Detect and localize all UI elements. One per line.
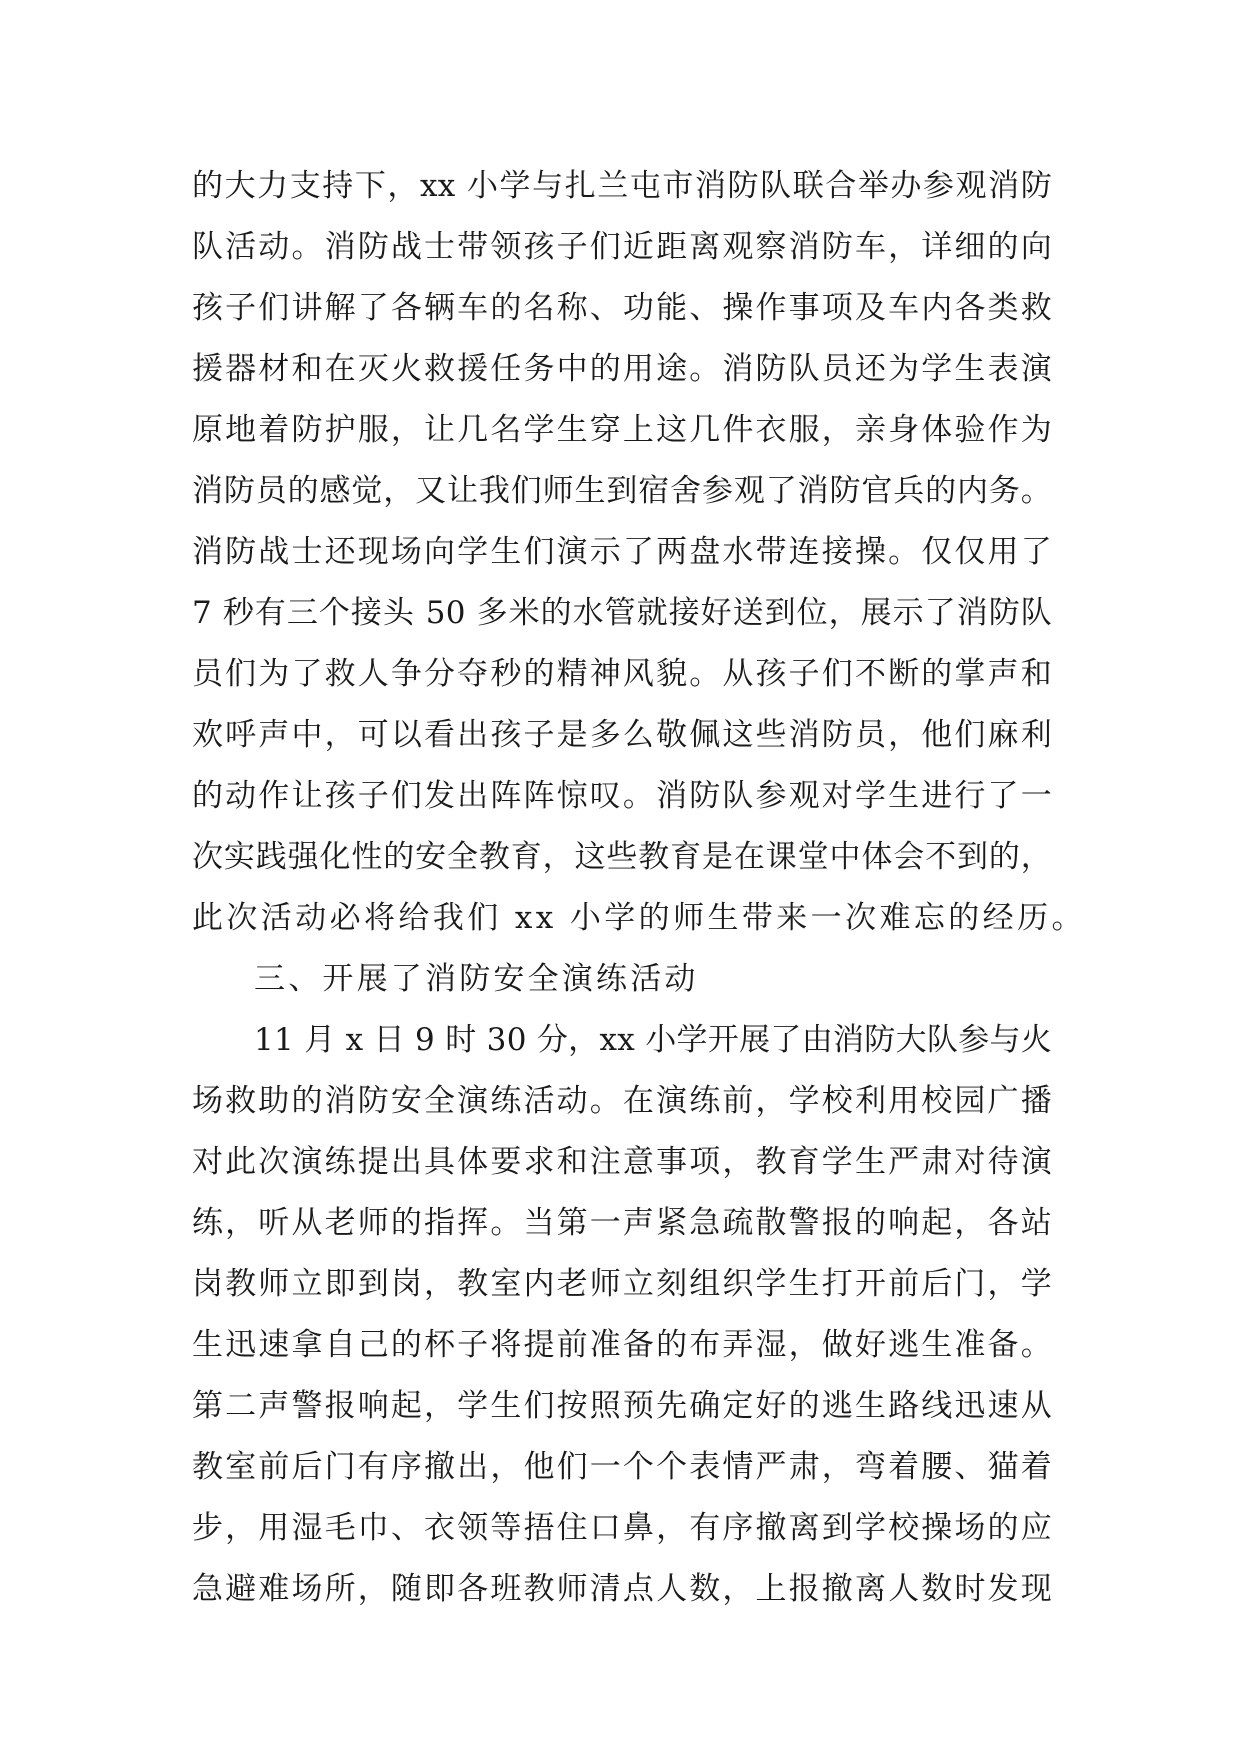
text-line: 次实践强化性的安全教育，这些教育是在课堂中体会不到的， <box>192 839 1052 875</box>
text-line: 欢呼声中，可以看出孩子是多么敬佩这些消防员，他们麻利 <box>192 717 1052 753</box>
text-line: 消防战士还现场向学生们演示了两盘水带连接操。仅仅用了 <box>192 534 1052 570</box>
text-line: 对此次演练提出具体要求和注意事项，教育学生严肃对待演 <box>192 1144 1052 1180</box>
paragraph-first-line: 11 月 x 日 9 时 30 分，xx 小学开展了由消防大队参与火 <box>254 1022 1053 1058</box>
section-heading: 三、开展了消防安全演练活动 <box>254 961 699 997</box>
text-line: 孩子们讲解了各辆车的名称、功能、操作事项及车内各类救 <box>192 290 1052 326</box>
text-line: 原地着防护服，让几名学生穿上这几件衣服，亲身体验作为 <box>192 412 1052 448</box>
text-line: 第二声警报响起，学生们按照预先确定好的逃生路线迅速从 <box>192 1388 1052 1424</box>
text-line: 生迅速拿自己的杯子将提前准备的布弄湿，做好逃生准备。 <box>192 1327 1052 1363</box>
text-line: 场救助的消防安全演练活动。在演练前，学校利用校园广播 <box>192 1083 1052 1119</box>
text-line: 步，用湿毛巾、衣领等捂住口鼻，有序撤离到学校操场的应 <box>192 1510 1052 1546</box>
text-line: 的动作让孩子们发出阵阵惊叹。消防队参观对学生进行了一 <box>192 778 1052 814</box>
body-text <box>192 156 1086 1620</box>
text-line: 队活动。消防战士带领孩子们近距离观察消防车，详细的向 <box>192 229 1052 265</box>
paragraph-end-line: 此次活动必将给我们 xx 小学的师生带来一次难忘的经历。 <box>192 900 1086 936</box>
text-line: 7 秒有三个接头 50 多米的水管就接好送到位，展示了消防队 <box>192 595 1052 631</box>
text-line: 教室前后门有序撤出，他们一个个表情严肃，弯着腰、猫着 <box>192 1449 1052 1485</box>
text-line: 练，听从老师的指挥。当第一声紧急疏散警报的响起，各站 <box>192 1205 1052 1241</box>
text-line: 的大力支持下，xx 小学与扎兰屯市消防队联合举办参观消防 <box>192 168 1052 204</box>
text-line: 岗教师立即到岗，教室内老师立刻组织学生打开前后门，学 <box>192 1266 1052 1302</box>
text-line: 急避难场所，随即各班教师清点人数，上报撤离人数时发现 <box>192 1571 1052 1607</box>
text-line: 员们为了救人争分夺秒的精神风貌。从孩子们不断的掌声和 <box>192 656 1052 692</box>
text-line: 援器材和在灭火救援任务中的用途。消防队员还为学生表演 <box>192 351 1052 387</box>
text-line: 消防员的感觉，又让我们师生到宿舍参观了消防官兵的内务。 <box>192 473 1052 509</box>
